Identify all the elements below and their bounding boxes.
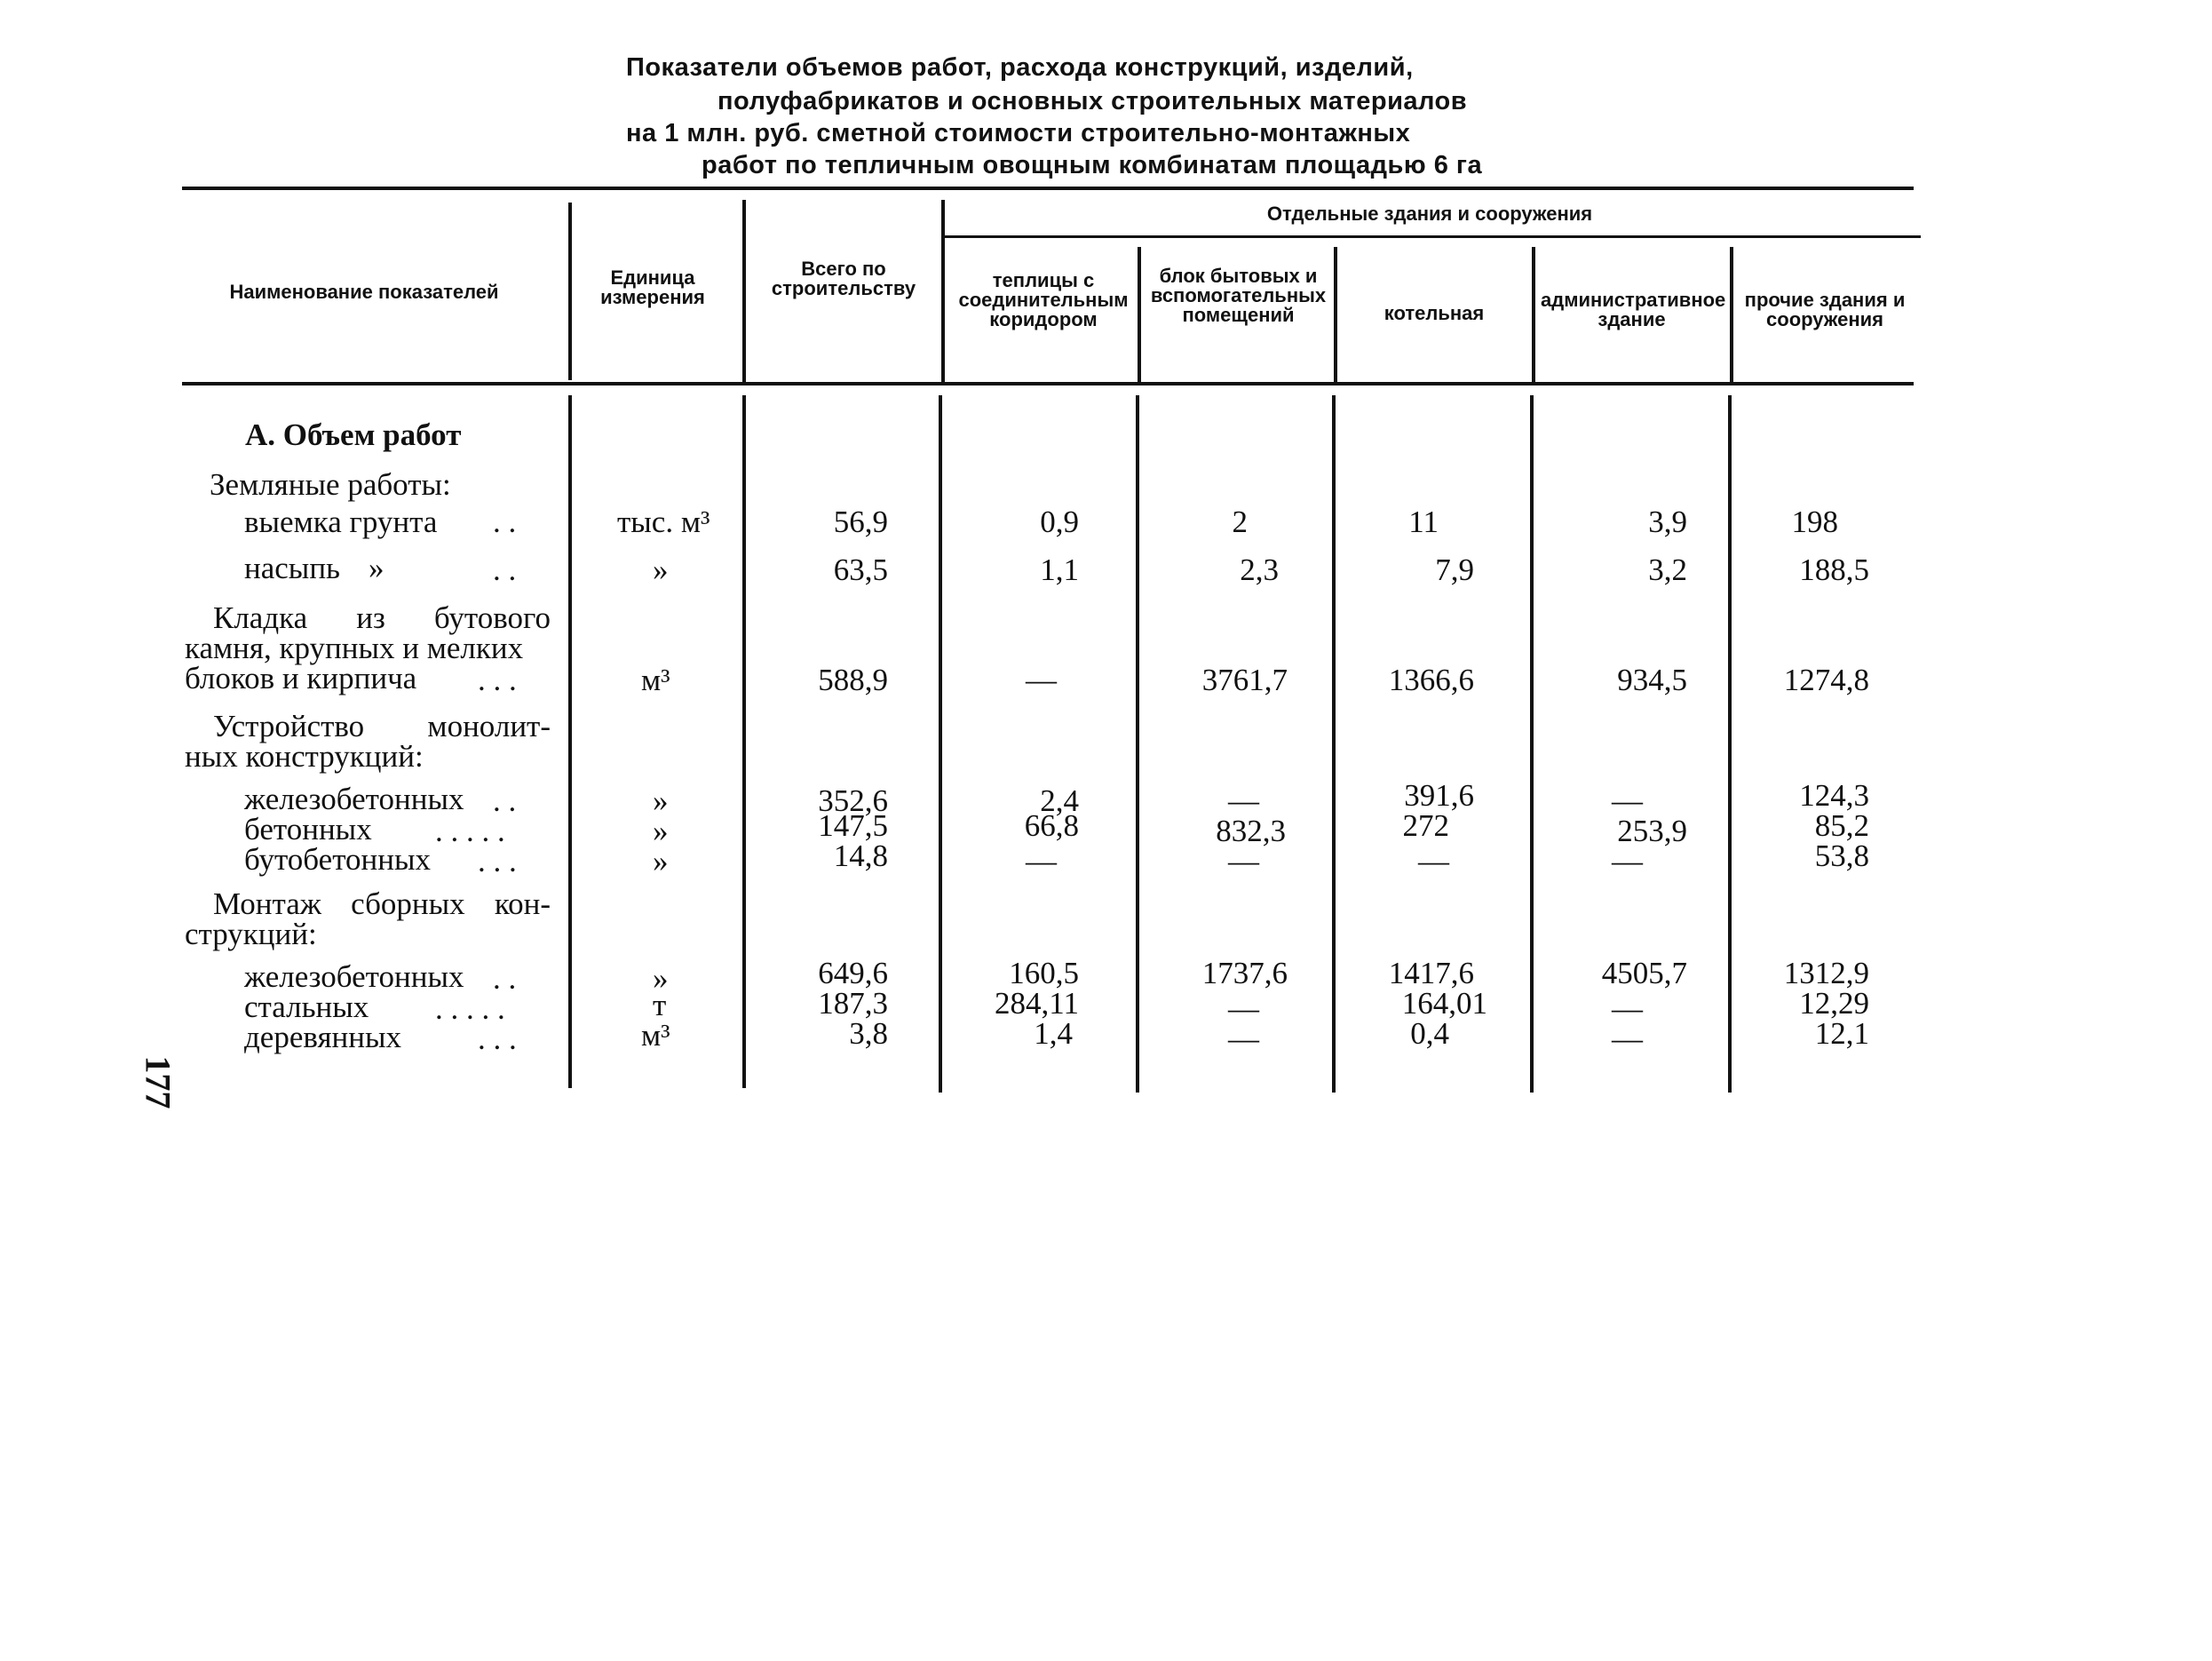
- cell-admin: 934,5: [1617, 663, 1687, 697]
- cell-admin: 3,9: [1648, 505, 1687, 539]
- cell-other: 12,29: [1799, 986, 1869, 1021]
- row-label: выемка грунта: [244, 505, 438, 539]
- cell-admin: 4505,7: [1601, 956, 1687, 990]
- cell-boiler: —: [1418, 844, 1449, 878]
- row-label: железобетонных: [244, 782, 464, 816]
- cell-greenhouse: 160,5: [1009, 956, 1079, 990]
- cell-block: 3761,7: [1201, 663, 1288, 697]
- cell-total: 649,6: [818, 956, 888, 990]
- cell-other: 12,1: [1814, 1016, 1869, 1051]
- cell-total: 63,5: [833, 552, 888, 587]
- cell-block: —: [1228, 844, 1259, 878]
- leader-dots: . .: [493, 961, 517, 996]
- col-divider-6-body: [1530, 395, 1534, 1093]
- cell-unit: м³: [641, 1018, 670, 1053]
- row-label: стальных: [244, 989, 369, 1024]
- cell-total: 3,8: [849, 1016, 888, 1051]
- leader-dots: . . . . .: [435, 814, 505, 848]
- cell-block: 832,3: [1216, 814, 1286, 848]
- cell-total: 352,6: [818, 783, 888, 818]
- col-divider-1-body: [568, 395, 572, 1088]
- col-divider-7-body: [1728, 395, 1732, 1093]
- table-top-rule: [182, 187, 1914, 190]
- cell-greenhouse: 284,11: [995, 986, 1079, 1021]
- section-a-title: А. Объем работ: [245, 417, 462, 452]
- leader-dots: . . .: [478, 663, 517, 697]
- cell-unit: »: [653, 814, 669, 848]
- cell-greenhouse: 1,4: [1034, 1016, 1073, 1051]
- row-label: бетонных: [244, 812, 372, 846]
- header-unit: Единица измерения: [600, 266, 705, 308]
- cell-block: 1737,6: [1201, 956, 1288, 990]
- col-divider-1: [568, 203, 572, 380]
- cell-unit: т: [653, 988, 667, 1022]
- col-divider-4: [1138, 247, 1141, 382]
- cell-admin: —: [1612, 844, 1643, 878]
- col-divider-6: [1532, 247, 1535, 382]
- group-masonry-line-2: камня, крупных и мелких: [185, 631, 524, 665]
- row-label: железобетонных: [244, 959, 464, 994]
- cell-boiler: 1366,6: [1388, 663, 1474, 697]
- col-divider-2: [742, 200, 746, 382]
- cell-total: 56,9: [833, 505, 888, 539]
- group-masonry-line-3: блоков и кирпича: [185, 661, 417, 695]
- header-admin: административное здание: [1541, 289, 1726, 330]
- col-divider-4-body: [1136, 395, 1139, 1093]
- cell-other: 53,8: [1814, 838, 1869, 873]
- table-title-line-4: работ по тепличным овощным комбинатам площадью 6 га: [702, 151, 1483, 179]
- cell-other: 85,2: [1814, 808, 1869, 843]
- cell-block: —: [1228, 991, 1259, 1026]
- cell-unit: м³: [641, 663, 670, 697]
- leader-dots: . .: [493, 783, 517, 818]
- cell-total: 187,3: [818, 986, 888, 1021]
- cell-greenhouse: 0,9: [1040, 505, 1079, 539]
- cell-boiler: 1417,6: [1388, 956, 1474, 990]
- header-total: Всего по строительству: [771, 258, 916, 299]
- header-block: блок бытовых и вспомогательных помещений: [1150, 265, 1327, 326]
- cell-total: 588,9: [818, 663, 888, 697]
- col-divider-5-body: [1332, 395, 1336, 1093]
- leader-dots: . . .: [478, 1021, 517, 1056]
- cell-greenhouse: —: [1026, 844, 1057, 878]
- header-other: прочие здания и сооружения: [1744, 289, 1906, 330]
- col-divider-3: [941, 200, 945, 382]
- leader-dots: . . .: [478, 844, 517, 878]
- row-label: насыпь: [244, 551, 341, 585]
- cell-boiler: 272: [1402, 808, 1449, 843]
- group-mounting-line-2: струкций:: [185, 917, 317, 951]
- cell-unit: »: [653, 783, 669, 818]
- cell-admin: 3,2: [1648, 552, 1687, 587]
- row-label: деревянных: [244, 1020, 402, 1054]
- leader-dots: . .: [493, 552, 517, 587]
- col-divider-2-body: [742, 395, 746, 1088]
- cell-admin: 253,9: [1617, 814, 1687, 848]
- cell-greenhouse: —: [1026, 663, 1057, 697]
- table-title-line-2: полуфабрикатов и основных строительных материалов: [718, 87, 1468, 115]
- group-header-rule: [944, 235, 1921, 238]
- leader-dots: . .: [493, 505, 517, 539]
- header-bottom-rule: [182, 382, 1914, 385]
- header-group: Отдельные здания и сооружения: [1266, 203, 1593, 225]
- col-divider-3-body: [939, 395, 942, 1093]
- col-divider-7: [1730, 247, 1733, 382]
- cell-unit: »: [653, 961, 669, 996]
- cell-unit: »: [653, 552, 669, 587]
- header-boiler: котельная: [1383, 302, 1485, 324]
- cell-admin: —: [1612, 991, 1643, 1026]
- group-masonry-line-1: Кладка из бутового: [213, 600, 551, 635]
- cell-other: 188,5: [1799, 552, 1869, 587]
- cell-unit: »: [653, 844, 669, 878]
- row-label: бутобетонных: [244, 842, 431, 877]
- group-earthworks: Земляные работы:: [210, 467, 451, 502]
- ditto-mark: »: [369, 551, 385, 585]
- col-divider-5: [1334, 247, 1337, 382]
- page-number: 177: [138, 1055, 178, 1109]
- cell-greenhouse: 2,4: [1040, 783, 1079, 818]
- header-name: Наименование показателей: [229, 281, 499, 303]
- cell-other: 1274,8: [1783, 663, 1869, 697]
- cell-block: —: [1228, 783, 1259, 818]
- cell-greenhouse: 1,1: [1040, 552, 1079, 587]
- cell-boiler: 391,6: [1404, 778, 1474, 813]
- cell-boiler: 7,9: [1435, 552, 1474, 587]
- cell-other: 1312,9: [1783, 956, 1869, 990]
- cell-total: 14,8: [833, 838, 888, 873]
- cell-admin: —: [1612, 783, 1643, 818]
- cell-other: 198: [1791, 505, 1838, 539]
- cell-block: 2: [1232, 505, 1248, 539]
- cell-unit: тыс. м³: [617, 505, 710, 539]
- group-monolithic-line-1: Устройство монолит-: [213, 709, 551, 743]
- header-greenhouse: теплицы с соединительным коридором: [958, 269, 1129, 330]
- cell-admin: —: [1612, 1021, 1643, 1056]
- cell-block: 2,3: [1240, 552, 1279, 587]
- cell-boiler: 0,4: [1410, 1016, 1449, 1051]
- group-mounting-line-1: Монтаж сборных кон-: [213, 886, 551, 921]
- cell-boiler: 11: [1408, 505, 1439, 539]
- table-title-line-3: на 1 млн. руб. сметной стоимости строительно-монтажных: [626, 119, 1411, 147]
- cell-other: 124,3: [1799, 778, 1869, 813]
- group-monolithic-line-2: ных конструкций:: [185, 739, 424, 774]
- cell-greenhouse: 66,8: [1024, 808, 1079, 843]
- cell-boiler: 164,01: [1401, 986, 1487, 1021]
- leader-dots: . . . . .: [435, 991, 505, 1026]
- cell-total: 147,5: [818, 808, 888, 843]
- table-title-line-1: Показатели объемов работ, расхода конструкций, изделий,: [626, 53, 1414, 82]
- cell-block: —: [1228, 1021, 1259, 1056]
